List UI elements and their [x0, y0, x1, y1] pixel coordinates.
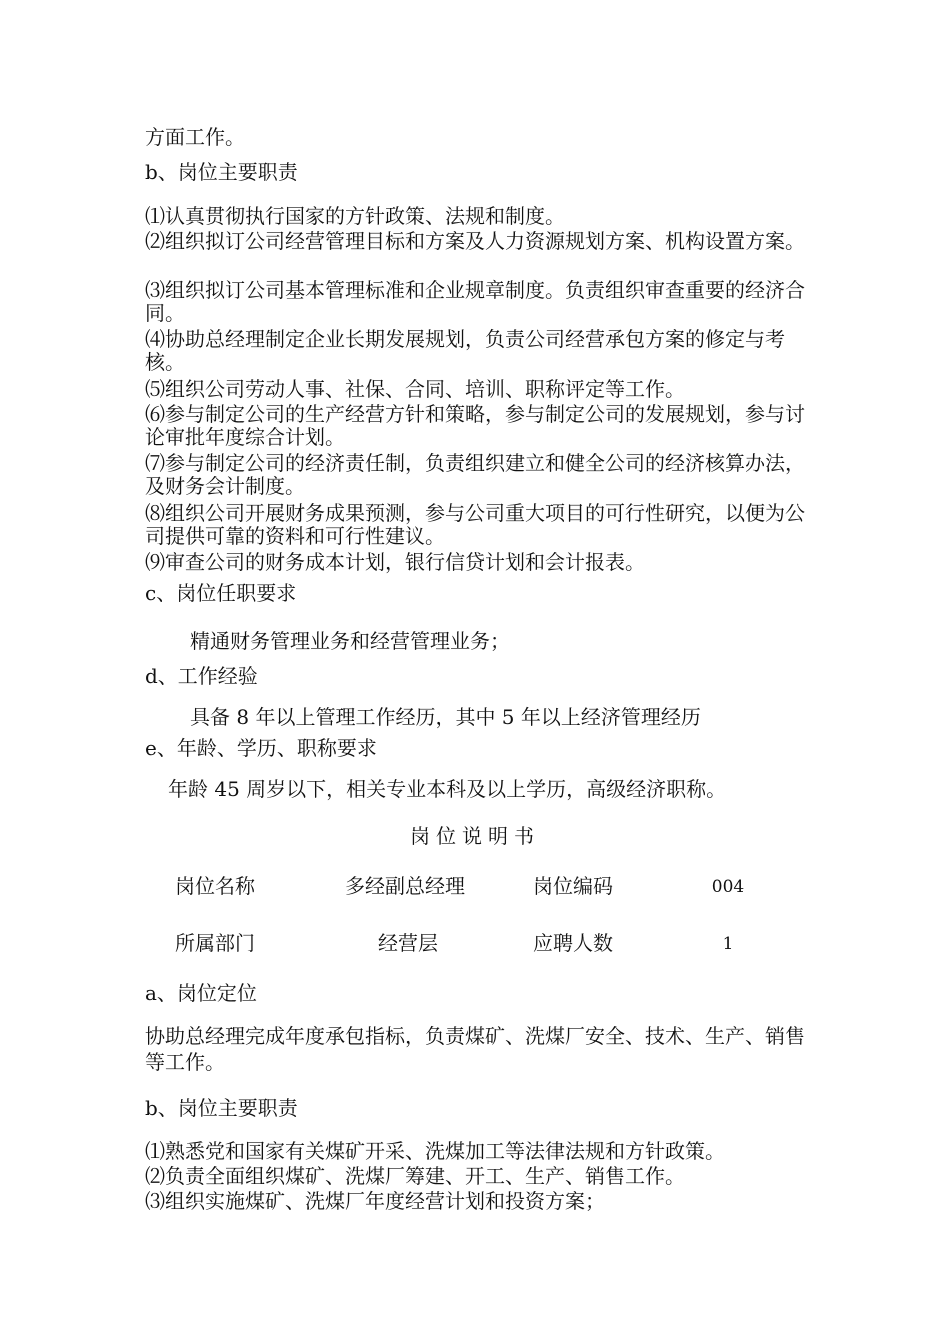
job-code-label: 岗位编码 [533, 874, 613, 898]
job-name-value: 多经副总经理 [345, 874, 465, 898]
duty-item: ⑴熟悉党和国家有关煤矿开采、洗煤加工等法律法规和方针政策。 [145, 1139, 725, 1163]
experience-text: 具备 8 年以上管理工作经历，其中 5 年以上经济管理经历 [190, 705, 701, 729]
position-heading: a、岗位定位 [145, 981, 257, 1005]
job-code-value: 004 [711, 877, 745, 897]
age-heading: e、年龄、学历、职称要求 [145, 736, 377, 760]
duty-item: ⑴认真贯彻执行国家的方针政策、法规和制度。 [145, 204, 565, 228]
duty-item: ⑵负责全面组织煤矿、洗煤厂筹建、开工、生产、销售工作。 [145, 1164, 685, 1188]
document-title: 岗位说明书 [410, 824, 540, 848]
duty-item: ⑼审查公司的财务成本计划，银行信贷计划和会计报表。 [145, 550, 645, 574]
duty-item: ⑸组织公司劳动人事、社保、合同、培训、职称评定等工作。 [145, 377, 685, 401]
experience-heading: d、工作经验 [145, 664, 258, 688]
hiring-count-label: 应聘人数 [533, 931, 613, 955]
duty-item: ⑶组织实施煤矿、洗煤厂年度经营计划和投资方案； [145, 1189, 605, 1213]
duty-item: ⑵组织拟订公司经营管理目标和方案及人力资源规划方案、机构设置方案。 [145, 229, 805, 253]
age-text: 年龄 45 周岁以下，相关专业本科及以上学历，高级经济职称。 [168, 777, 727, 801]
job-name-label: 岗位名称 [175, 874, 255, 898]
department-label: 所属部门 [175, 931, 255, 955]
requirements-heading: c、岗位任职要求 [145, 581, 297, 605]
duty-item: ⑹参与制定公司的生产经营方针和策略，参与制定公司的发展规划，参与讨论审批年度综合计划。 [145, 402, 805, 449]
duty-item: ⑶组织拟订公司基本管理标准和企业规章制度。负责组织审查重要的经济合同。 [145, 278, 805, 325]
duties-heading-2: b、岗位主要职责 [145, 1096, 298, 1120]
position-text: 协助总经理完成年度承包指标，负责煤矿、洗煤厂安全、技术、生产、销售等工作。 [145, 1024, 805, 1074]
department-value: 经营层 [378, 931, 438, 955]
continuation-text: 方面工作。 [145, 125, 245, 149]
hiring-count-value: 1 [722, 934, 734, 954]
duty-item: ⑻组织公司开展财务成果预测，参与公司重大项目的可行性研究，以便为公司提供可靠的资料和可行性建议。 [145, 501, 805, 548]
duty-item: ⑺参与制定公司的经济责任制，负责组织建立和健全公司的经济核算办法，及财务会计制度。 [145, 451, 805, 498]
duties-heading: b、岗位主要职责 [145, 160, 298, 184]
duty-item: ⑷协助总经理制定企业长期发展规划，负责公司经营承包方案的修定与考核。 [145, 327, 785, 374]
requirements-text: 精通财务管理业务和经营管理业务； [190, 629, 510, 653]
